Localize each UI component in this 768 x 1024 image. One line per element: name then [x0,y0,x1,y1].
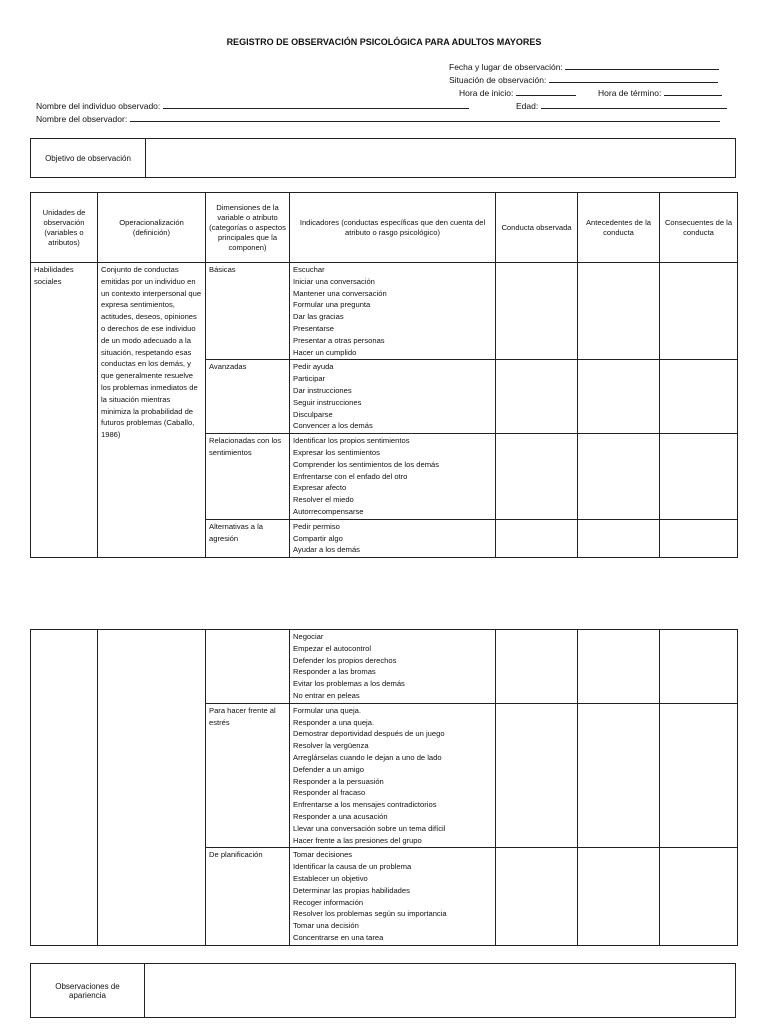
header-indicadores: Indicadores (conductas específicas que den cuenta del atributo o rasgo psicológico) [290,193,496,263]
nombre-observado-field[interactable] [36,100,469,111]
conducta-cell[interactable] [496,519,578,557]
edad-line[interactable] [541,100,727,109]
consecuentes-cell[interactable] [660,434,738,520]
header-antecedentes: Antecedentes de la conducta [578,193,660,263]
table-row [31,263,738,360]
consecuentes-cell[interactable] [660,630,738,704]
antecedentes-cell[interactable] [578,434,660,520]
indicadores-cell: Identificar los propios sentimientos Expresar los sentimientos Comprender los sentimientos de los demás Enfrentarse con el enfado del otro Expresar afecto Resolver el miedo Autorrecompensarse [290,434,496,520]
dimension-cell: Para hacer frente al estrés [206,703,290,848]
header-operacionalizacion: Operacionalización (definición) [98,193,206,263]
table-header-row [31,193,738,263]
fecha-line[interactable] [565,61,719,70]
objetivo-box [30,138,736,178]
antecedentes-cell[interactable] [578,519,660,557]
conducta-cell[interactable] [496,263,578,360]
dimension-cell: De planificación [206,848,290,945]
definicion-cell [98,630,206,946]
hora-inicio-line[interactable] [516,87,576,96]
conducta-cell[interactable] [496,703,578,848]
hora-termino-label: Hora de término: [598,88,662,98]
nombre-observador-line[interactable] [130,113,720,122]
indicadores-cell: Tomar decisiones Identificar la causa de un problema Establecer un objetivo Determinar las propias habilidades Recoger información Resolver los problemas según su importancia Tomar una decisión Concentrarse en una tarea [290,848,496,945]
antecedentes-cell[interactable] [578,703,660,848]
consecuentes-cell[interactable] [660,703,738,848]
antecedentes-cell[interactable] [578,630,660,704]
conducta-cell[interactable] [496,360,578,434]
dimension-cell: Básicas [206,263,290,360]
consecuentes-cell[interactable] [660,519,738,557]
objetivo-input[interactable] [146,139,735,177]
table-row [31,630,738,704]
consecuentes-cell[interactable] [660,263,738,360]
hora-termino-line[interactable] [664,87,722,96]
nombre-observado-label: Nombre del individuo observado: [36,101,161,111]
unidad-cell [31,630,98,946]
edad-field[interactable] [516,100,727,111]
indicadores-cell: Formular una queja. Responder a una queja. Demostrar deportividad después de un juego Resolver la vergüenza Arreglárselas cuando le dejan a uno de lado Defender a un amigo Responder a la persuasión Responder al fracaso Enfrentarse a los mensajes contradictorios Responder a una acusación Llevar una conversación sobre un tema difícil Hacer frente a las presiones del grupo [290,703,496,848]
dimension-cell: Alternativas a la agresión [206,519,290,557]
conducta-cell[interactable] [496,848,578,945]
observation-table-1 [30,192,738,558]
dimension-cell: Avanzadas [206,360,290,434]
conducta-cell[interactable] [496,630,578,704]
objetivo-label: Objetivo de observación [31,139,146,177]
nombre-observador-field[interactable] [36,113,720,124]
situacion-label: Situación de observación: [449,75,547,85]
indicadores-cell: Pedir ayuda Participar Dar instrucciones Seguir instrucciones Disculparse Convencer a los demás [290,360,496,434]
definicion-cell: Conjunto de conductas emitidas por un individuo en un contexto interpersonal que expresa sentimientos, actitudes, deseos, opiniones o derechos de ese individuo de un modo adecuado a la situación, respetando esas conductas en los demás, y que generalmente resuelve los problemas inmediatos de la situación mientras minimiza la probabilidad de futuros problemas (Caballo, 1986) [98,263,206,558]
conducta-cell[interactable] [496,434,578,520]
header-unidades: Unidades de observación (variables o atributos) [31,193,98,263]
edad-label: Edad: [516,101,539,111]
consecuentes-cell[interactable] [660,360,738,434]
header-consecuentes: Consecuentes de la conducta [660,193,738,263]
nombre-observador-label: Nombre del observador: [36,114,128,124]
apariencia-box [30,963,736,1018]
hora-inicio-field[interactable] [459,87,576,98]
antecedentes-cell[interactable] [578,848,660,945]
document-title: REGISTRO DE OBSERVACIÓN PSICOLÓGICA PARA ADULTOS MAYORES [226,37,542,47]
apariencia-label: Observaciones de apariencia [31,964,145,1017]
dimension-cell: Relacionadas con los sentimientos [206,434,290,520]
hora-inicio-label: Hora de inicio: [459,88,514,98]
situacion-line[interactable] [549,74,718,83]
observation-table-2 [30,629,738,946]
indicadores-cell: Escuchar Iniciar una conversación Mantener una conversación Formular una pregunta Dar las gracias Presentarse Presentar a otras personas Hacer un cumplido [290,263,496,360]
indicadores-cell: Pedir permiso Compartir algo Ayudar a los demás [290,519,496,557]
situacion-field[interactable] [449,74,718,85]
indicadores-cell: Negociar Empezar el autocontrol Defender los propios derechos Responder a las bromas Evitar los problemas a los demás No entrar en peleas [290,630,496,704]
fecha-field[interactable] [449,61,719,72]
hora-termino-field[interactable] [598,87,722,98]
apariencia-input[interactable] [146,964,735,1017]
header-conducta: Conducta observada [496,193,578,263]
antecedentes-cell[interactable] [578,263,660,360]
nombre-observado-line[interactable] [163,100,469,109]
consecuentes-cell[interactable] [660,848,738,945]
header-dimensiones: Dimensiones de la variable o atributo (categorías o aspectos principales que la componen) [206,193,290,263]
unidad-cell: Habilidades sociales [31,263,98,558]
dimension-cell [206,630,290,704]
fecha-label: Fecha y lugar de observación: [449,62,563,72]
antecedentes-cell[interactable] [578,360,660,434]
